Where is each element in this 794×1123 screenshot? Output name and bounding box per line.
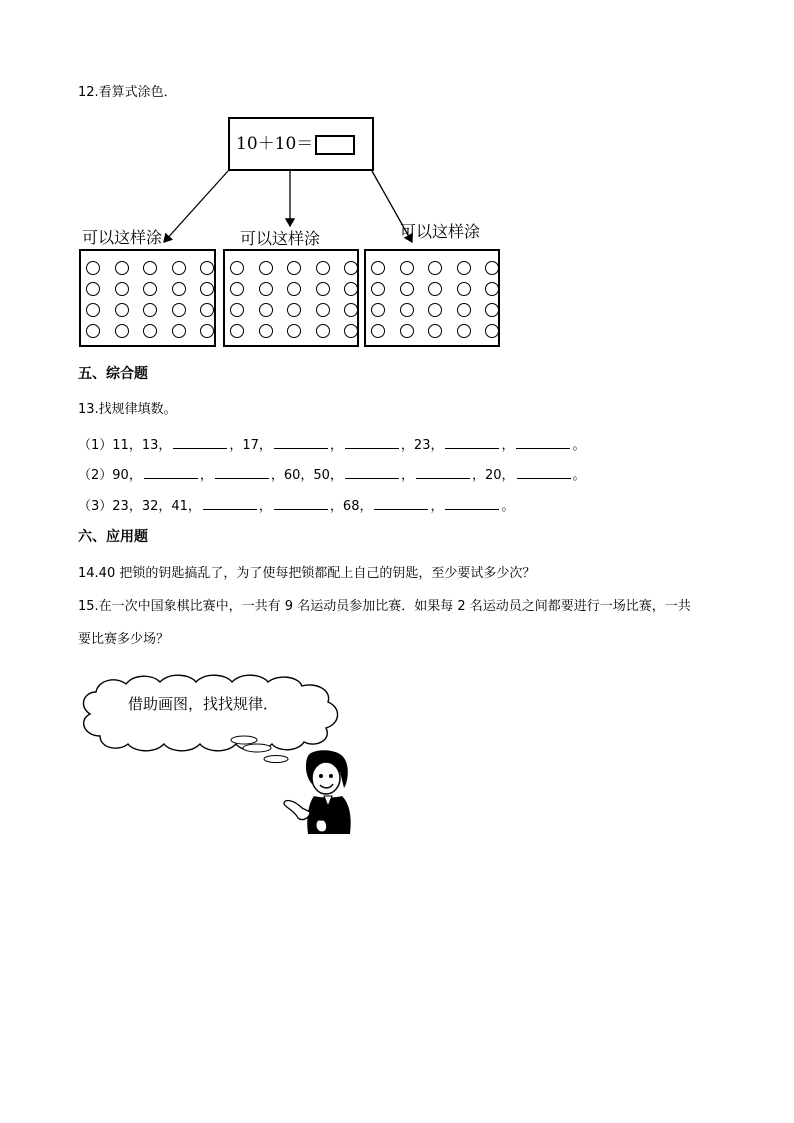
circle[interactable] — [287, 303, 301, 317]
blank[interactable] — [144, 466, 198, 479]
blank[interactable] — [374, 497, 428, 510]
circle[interactable] — [143, 261, 157, 275]
circle[interactable] — [457, 303, 471, 317]
circle[interactable] — [344, 261, 358, 275]
circle[interactable] — [400, 324, 414, 338]
blank[interactable] — [445, 436, 499, 449]
circle[interactable] — [287, 324, 301, 338]
equation-text: 10＋10＝ — [236, 134, 314, 154]
circle[interactable] — [400, 261, 414, 275]
circle[interactable] — [115, 261, 129, 275]
circle[interactable] — [143, 303, 157, 317]
arrow-left — [164, 171, 228, 242]
circle[interactable] — [86, 303, 100, 317]
teacher-illustration — [280, 748, 360, 838]
circle[interactable] — [287, 282, 301, 296]
circle[interactable] — [485, 324, 499, 338]
label-right: 可以这样涂 — [400, 222, 481, 241]
circle[interactable] — [371, 324, 385, 338]
circle[interactable] — [485, 261, 499, 275]
circle[interactable] — [428, 261, 442, 275]
circle[interactable] — [457, 261, 471, 275]
circle[interactable] — [143, 324, 157, 338]
circle[interactable] — [230, 303, 244, 317]
circle[interactable] — [200, 282, 214, 296]
circle[interactable] — [485, 282, 499, 296]
circle[interactable] — [457, 324, 471, 338]
q15-line-2: 要比赛多少场？ — [78, 632, 170, 647]
circle[interactable] — [400, 282, 414, 296]
q13-line-1: （1）11，13， ，17， ， ，23， ， 。 — [78, 438, 586, 453]
q12-title: 12.看算式涂色． — [78, 85, 177, 100]
circle[interactable] — [287, 261, 301, 275]
circle[interactable] — [200, 324, 214, 338]
circle[interactable] — [172, 324, 186, 338]
q13-title: 13.找规律填数。 — [78, 402, 177, 417]
circle[interactable] — [200, 303, 214, 317]
circle[interactable] — [371, 303, 385, 317]
blank[interactable] — [517, 466, 571, 479]
circle[interactable] — [400, 303, 414, 317]
q13-line-3: （3）23，32，41， ， ，68， ， 。 — [78, 499, 515, 514]
blank[interactable] — [274, 436, 328, 449]
q15-line-1: 15.在一次中国象棋比赛中，一共有 9 名运动员参加比赛．如果每 2 名运动员之间都要进行一场比赛，一共 — [78, 599, 691, 614]
blank[interactable] — [416, 466, 470, 479]
label-middle: 可以这样涂 — [240, 229, 321, 248]
section-5-title: 五、综合题 — [78, 366, 148, 382]
circle[interactable] — [371, 261, 385, 275]
circle[interactable] — [316, 261, 330, 275]
circle[interactable] — [428, 282, 442, 296]
blank[interactable] — [203, 497, 257, 510]
circle[interactable] — [172, 303, 186, 317]
circle[interactable] — [344, 324, 358, 338]
circle[interactable] — [428, 324, 442, 338]
circle[interactable] — [259, 324, 273, 338]
circle[interactable] — [115, 324, 129, 338]
blank[interactable] — [445, 497, 499, 510]
q13-line-2: （2）90， ， ，60，50， ， ，20， 。 — [78, 468, 586, 483]
dot-grid-middle — [223, 249, 359, 347]
circle[interactable] — [457, 282, 471, 296]
circle[interactable] — [371, 282, 385, 296]
circle[interactable] — [200, 261, 214, 275]
circle[interactable] — [230, 282, 244, 296]
thought-text: 借助画图，找找规律． — [128, 695, 279, 713]
circle[interactable] — [428, 303, 442, 317]
circle[interactable] — [86, 261, 100, 275]
circle[interactable] — [316, 282, 330, 296]
circle[interactable] — [86, 324, 100, 338]
circle[interactable] — [316, 324, 330, 338]
section-6-title: 六、应用题 — [78, 529, 148, 545]
circle[interactable] — [259, 282, 273, 296]
circle[interactable] — [172, 261, 186, 275]
circle[interactable] — [86, 282, 100, 296]
blank[interactable] — [345, 466, 399, 479]
blank[interactable] — [215, 466, 269, 479]
circle[interactable] — [344, 303, 358, 317]
circle[interactable] — [259, 261, 273, 275]
blank[interactable] — [274, 497, 328, 510]
circle[interactable] — [115, 303, 129, 317]
dot-grid-left — [79, 249, 216, 347]
circle[interactable] — [230, 261, 244, 275]
circle[interactable] — [485, 303, 499, 317]
circle[interactable] — [115, 282, 129, 296]
circle[interactable] — [344, 282, 358, 296]
blank[interactable] — [345, 436, 399, 449]
q14-text: 14.40 把锁的钥匙搞乱了，为了使每把锁都配上自己的钥匙，至少要试多少次？ — [78, 566, 536, 581]
circle[interactable] — [230, 324, 244, 338]
blank[interactable] — [173, 436, 227, 449]
circle[interactable] — [316, 303, 330, 317]
circle[interactable] — [259, 303, 273, 317]
blank[interactable] — [516, 436, 570, 449]
label-left: 可以这样涂 — [82, 228, 163, 247]
dot-grid-right — [364, 249, 500, 347]
circle[interactable] — [143, 282, 157, 296]
circle[interactable] — [172, 282, 186, 296]
